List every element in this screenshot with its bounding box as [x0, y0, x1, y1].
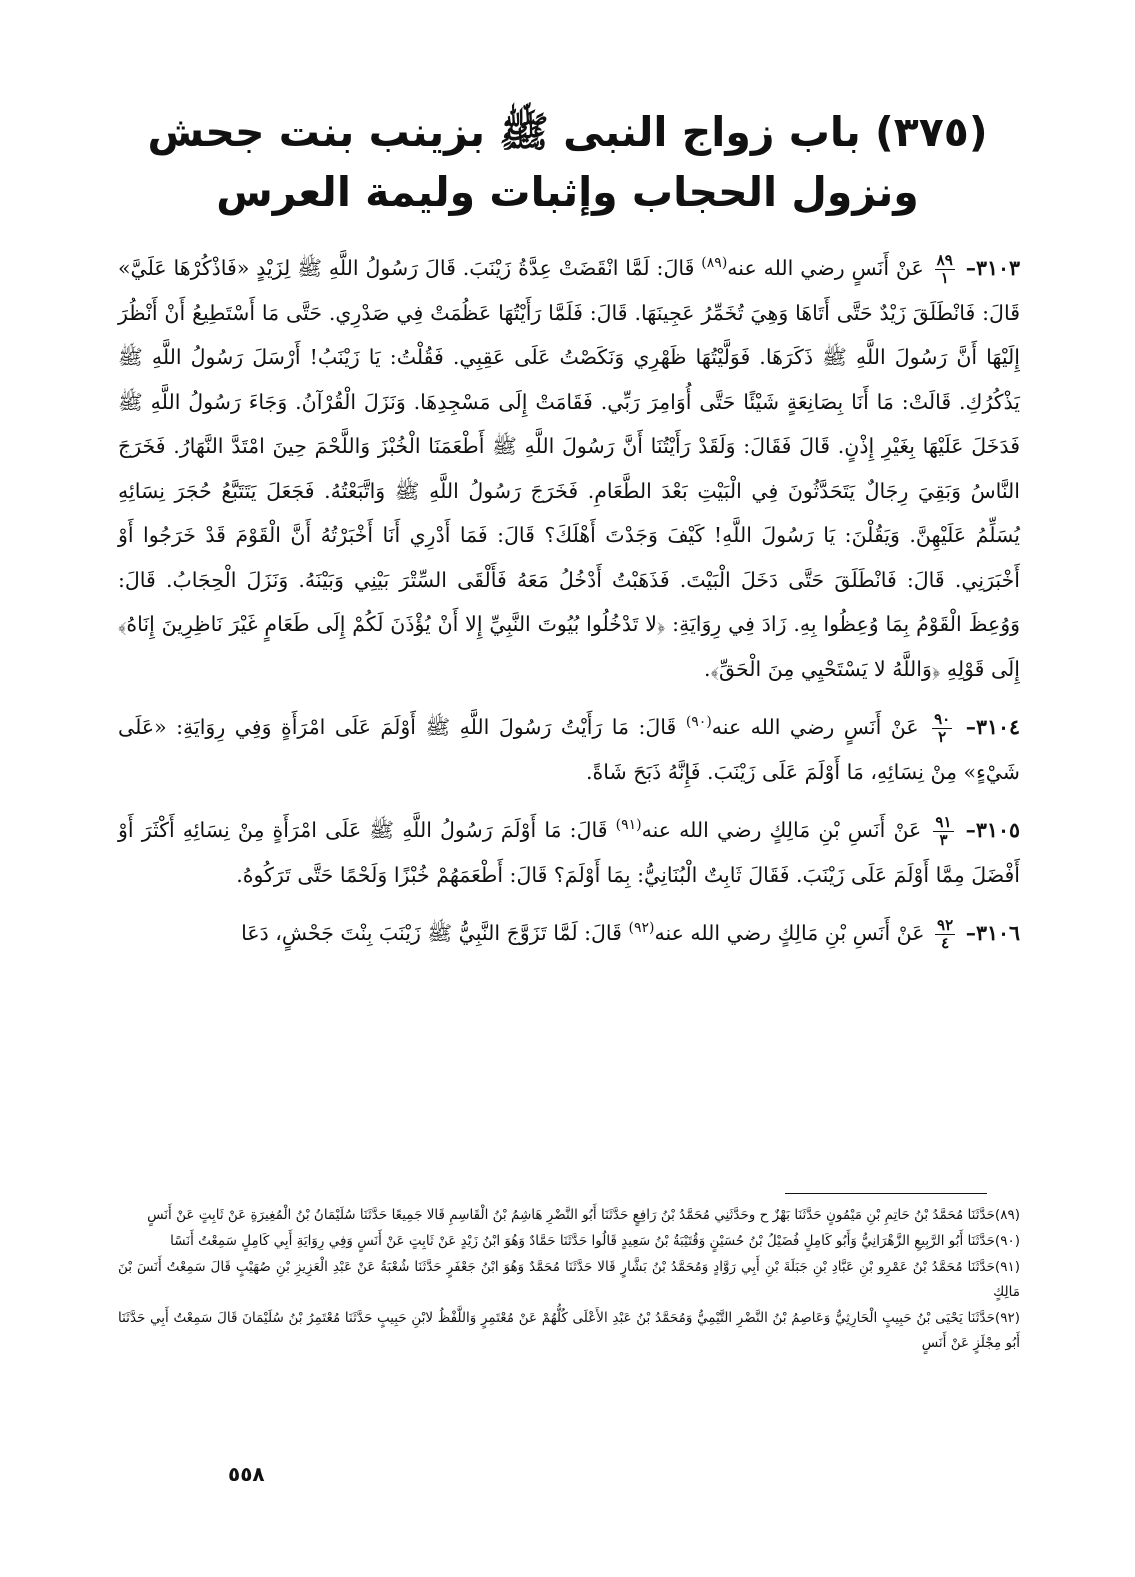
hadith-entry [118, 705, 1020, 794]
footnote-ref: (٩١) [615, 817, 642, 834]
footnote-ref: (٩٢) [628, 920, 655, 937]
footnote-ref: (٩٠) [685, 714, 712, 731]
hadith-fraction [935, 253, 955, 286]
footnote-divider [785, 1193, 987, 1194]
hadith-entry [118, 911, 1020, 956]
hadith-number: ٣١٠٥– [965, 818, 1020, 842]
footnote: (٩٠)حَدَّثَنَا أَبُو الرَّبِيعِ الزَّهْرَانِيُّ وَأَبُو كَامِلٍ فُضَيْلُ بْنُ حُسَيْنٍ وَقُتَيْبَةُ بْنُ سَعِيدٍ قَالُوا حَدَّثَنَا حَمَّادٌ وَهُوَ ابْنُ زَيْدٍ عَنْ ثَابِتٍ عَنْ أَنَسٍ وَفِي رِوَايَةِ أَبِي كَامِلٍ سَمِعْتُ أَنَسًا [170, 1233, 1020, 1249]
hadith-list [118, 246, 1020, 970]
footnote: (٩٢)حَدَّثَنَا يَحْيَى بْنُ حَبِيبٍ الْحَارِثِيُّ وَعَاصِمُ بْنُ النَّضْرِ التَّيْمِيُّ وَمُحَمَّدُ بْنُ عَبْدِ الأَعْلَى كُلُّهُمْ عَنْ مُعْتَمِرٍ وَاللَّفْظُ لابْنِ حَبِيبٍ حَدَّثَنَا مُعْتَمِرُ بْنُ سُلَيْمَانَ قَالَ سَمِعْتُ أَبِي حَدَّثَنَا أَبُو مِجْلَزٍ عَنْ أَنَسٍ [118, 1310, 1020, 1351]
chapter-title: (٣٧٥) باب زواج النبى ﷺ بزينب بنت جحش [147, 108, 988, 156]
hadith-narrator: عَنْ أَنَسِ بْنِ مَالِكٍ رضي الله عنه [641, 818, 922, 842]
footnotes [118, 1203, 1020, 1357]
hadith-fraction [933, 815, 953, 848]
hadith-number: ٣١٠٤– [965, 715, 1020, 739]
hadith-fraction [932, 712, 952, 745]
hadith-fraction [935, 918, 955, 951]
hadith-narrator: عَنْ أَنَسٍ رضي الله عنه [711, 715, 919, 739]
hadith-text: قَالَ: مَا رَأَيْتُ رَسُولَ اللَّهِ ﷺ أَوْلَمَ عَلَى امْرَأَةٍ وَفِي رِوَايَةِ: «عَلَى شَيْءٍ» مِنْ نِسَائِهِ، مَا أَوْلَمَ عَلَى زَيْنَبَ. فَإِنَّهُ ذَبَحَ شَاةً. [118, 715, 1020, 784]
hadith-number: ٣١٠٦– [965, 921, 1020, 945]
footnote: (٨٩)حَدَّثَنَا مُحَمَّدُ بْنُ حَاتِمِ بْنِ مَيْمُونٍ حَدَّثَنَا بَهْزٌ ح وحَدَّثَنِي مُحَمَّدُ بْنُ رَافِعٍ حَدَّثَنَا أَبُو النَّضْرِ هَاشِمُ بْنُ الْقَاسِمِ قَالا جَمِيعًا حَدَّثَنَا سُلَيْمَانُ بْنُ الْمُغِيرَةِ عَنْ ثَابِتٍ عَنْ أَنَسٍ [147, 1207, 1020, 1223]
hadith-text: قَالَ: مَا أَوْلَمَ رَسُولُ اللَّهِ ﷺ عَلَى امْرَأَةٍ مِنْ نِسَائِهِ أَكْثَرَ أَوْ أَفْضَلَ مِمَّا أَوْلَمَ عَلَى زَيْنَبَ. فَقَالَ ثَابِتٌ الْبُنَانِيُّ: بِمَا أَوْلَمَ؟ قَالَ: أَطْعَمَهُمْ خُبْزًا وَلَحْمًا حَتَّى تَرَكُوهُ. [118, 818, 1020, 887]
fraction-bottom: ٣ [939, 831, 948, 849]
footnote: (٩١)حَدَّثَنَا مُحَمَّدُ بْنُ عَمْرِو بْنِ عَبَّادِ بْنِ جَبَلَةَ بْنِ أَبِي رَوَّادٍ وَمُحَمَّدُ بْنُ بَشَّارٍ قَالا حَدَّثَنَا مُحَمَّدٌ وَهُوَ ابْنُ جَعْفَرٍ حَدَّثَنَا شُعْبَةُ عَنْ عَبْدِ الْعَزِيزِ بْنِ صُهَيْبٍ قَالَ سَمِعْتُ أَنَسَ بْنَ مَالِكٍ [118, 1259, 1020, 1300]
fraction-bottom: ٤ [941, 934, 950, 952]
hadith-narrator: عَنْ أَنَسٍ رضي الله عنه [727, 256, 924, 280]
footnote-ref: (٨٩) [701, 255, 728, 272]
fraction-top: ٨٩ [936, 251, 953, 269]
hadith-entry [118, 246, 1020, 691]
hadith-number: ٣١٠٣– [965, 256, 1020, 280]
fraction-bottom: ١ [940, 269, 949, 287]
fraction-bottom: ٢ [938, 728, 947, 746]
hadith-entry [118, 808, 1020, 897]
page-number: ٥٥٨ [228, 1462, 265, 1486]
hadith-narrator: عَنْ أَنَسِ بْنِ مَالِكٍ رضي الله عنه [654, 921, 925, 945]
fraction-top: ٩١ [935, 813, 952, 831]
hadith-text: قَالَ: لَمَّا تَزَوَّجَ النَّبِيُّ ﷺ زَيْنَبَ بِنْتَ جَحْشٍ، دَعَا [241, 921, 622, 945]
hadith-text: قَالَ: لَمَّا انْقَضَتْ عِدَّةُ زَيْنَبَ. قَالَ رَسُولُ اللَّهِ ﷺ لِزَيْدٍ «فَاذْكُرْهَا عَلَيَّ» قَالَ: فَانْطَلَقَ زَيْدٌ حَتَّى أَتَاهَا وَهِيَ تُخَمِّرُ عَجِينَهَا. قَالَ: فَلَمَّا رَأَيْتُهَا عَظُمَتْ فِي صَدْرِي. حَتَّى مَا أَسْتَطِيعُ أَنْ أَنْظُرَ إِلَيْهَا أَنَّ رَسُولَ اللَّهِ ﷺ ذَكَرَهَا. فَوَلَّيْتُهَا ظَهْرِي وَنَكَصْتُ عَلَى عَقِبِي. فَقُلْتُ: يَا زَيْنَبُ! أَرْسَلَ رَسُولُ اللَّهِ ﷺ يَذْكُرُكِ. قَالَتْ: مَا أَنَا بِصَانِعَةٍ شَيْئًا حَتَّى أُوَامِرَ رَبِّي. فَقَامَتْ إِلَى مَسْجِدِهَا. وَنَزَلَ الْقُرْآنُ. وَجَاءَ رَسُولُ اللَّهِ ﷺ فَدَخَلَ عَلَيْهَا بِغَيْرِ إِذْنٍ. قَالَ فَقَالَ: وَلَقَدْ رَأَيْتُنَا أَنَّ رَسُولَ اللَّهِ ﷺ أَطْعَمَنَا الْخُبْزَ وَاللَّحْمَ حِينَ امْتَدَّ النَّهَارُ. فَخَرَجَ النَّاسُ وَبَقِيَ رِجَالٌ يَتَحَدَّثُونَ فِي الْبَيْتِ بَعْدَ الطَّعَامِ. فَخَرَجَ رَسُولُ اللَّهِ ﷺ وَاتَّبَعْتُهُ. فَجَعَلَ يَتَتَبَّعُ حُجَرَ نِسَائِهِ يُسَلِّمُ عَلَيْهِنَّ. وَيَقُلْنَ: يَا رَسُولَ اللَّهِ! كَيْفَ وَجَدْتَ أَهْلَكَ؟ قَالَ: فَمَا أَدْرِي أَنَا أَخْبَرْتُهُ أَنَّ الْقَوْمَ قَدْ خَرَجُوا أَوْ أَخْبَرَنِي. قَالَ: فَانْطَلَقَ حَتَّى دَخَلَ الْبَيْتَ. فَذَهَبْتُ أَدْخُلُ مَعَهُ فَأَلْقَى السِّتْرَ بَيْنِي وَبَيْنَهُ. وَنَزَلَ الْحِجَابُ. قَالَ: وَوُعِظَ الْقَوْمُ بِمَا وُعِظُوا بِهِ. زَادَ فِي رِوَايَةِ: ﴿لا تَدْخُلُوا بُيُوتَ النَّبِيِّ إِلا أَنْ يُؤْذَنَ لَكُمْ إِلَى طَعَامٍ غَيْرَ نَاظِرِينَ إِنَاهُ﴾ إِلَى قَوْلِهِ ﴿وَاللَّهُ لا يَسْتَحْيِي مِنَ الْحَقِّ﴾. [118, 256, 1020, 681]
fraction-top: ٩٢ [937, 916, 954, 934]
fraction-top: ٩٠ [934, 710, 951, 728]
chapter-subtitle: ونزول الحجاب وإثبات وليمة العرس [216, 168, 919, 216]
